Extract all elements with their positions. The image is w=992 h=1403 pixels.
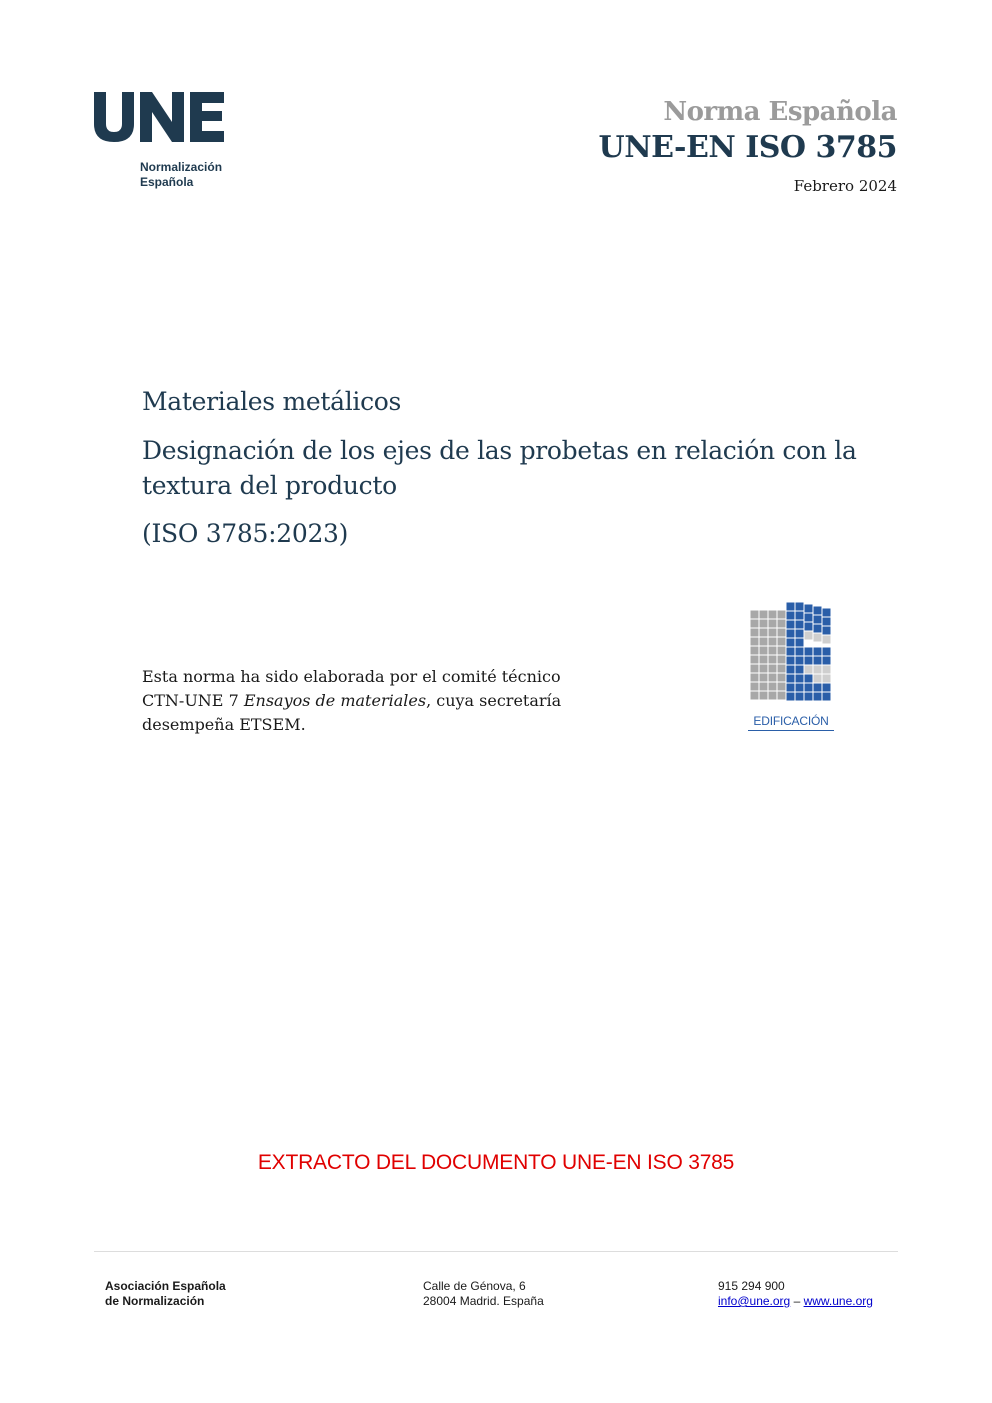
footer-address-line2: 28004 Madrid. España [423, 1294, 544, 1308]
norma-label: Norma Española [663, 97, 897, 127]
standard-code: UNE-EN ISO 3785 [598, 130, 897, 165]
footer-divider [94, 1251, 898, 1252]
footer-address-line1: Calle de Génova, 6 [423, 1279, 526, 1293]
une-logo [92, 88, 242, 190]
standard-header [599, 95, 897, 195]
committee-line3: desempeña ETSEM. [142, 715, 306, 734]
committee-code: CTN-UNE 7 [142, 691, 244, 710]
committee-line1: Esta norma ha sido elaborada por el comité técnico [142, 667, 561, 686]
extract-notice: EXTRACTO DEL DOCUMENTO UNE-EN ISO 3785 [257, 1151, 735, 1174]
footer-links [718, 1294, 873, 1309]
iso-reference: (ISO 3785:2023) [142, 519, 349, 548]
logo-subtitle-line2: Española [140, 175, 194, 189]
link-separator: – [790, 1294, 804, 1308]
committee-statement [142, 665, 592, 737]
committee-line2 [142, 689, 592, 713]
footer-org-line1: Asociación Española [105, 1279, 226, 1293]
footer-contact [718, 1279, 873, 1309]
badge-label: EDIFICACIÓN [748, 714, 834, 731]
title-sub: Designación de los ejes de las probetas en relación con la textura del producto [142, 436, 857, 500]
title-main: Materiales metálicos [142, 387, 402, 416]
website-link[interactable]: www.une.org [803, 1294, 873, 1308]
publication-date: Febrero 2024 [793, 177, 897, 195]
committee-name: Ensayos de materiales [243, 691, 427, 710]
committee-line2-suffix: , cuya secretaría [426, 691, 562, 710]
edificacion-badge [748, 600, 834, 736]
document-titles [142, 385, 882, 551]
une-logo-mark [92, 88, 226, 144]
footer-org-line2: de Normalización [105, 1294, 205, 1308]
logo-subtitle-line1: Normalización [140, 160, 223, 174]
building-icon [748, 600, 834, 710]
footer-address [423, 1279, 544, 1309]
footer-phone: 915 294 900 [718, 1279, 785, 1293]
footer-organization [105, 1279, 226, 1309]
email-link[interactable]: info@une.org [718, 1294, 791, 1308]
